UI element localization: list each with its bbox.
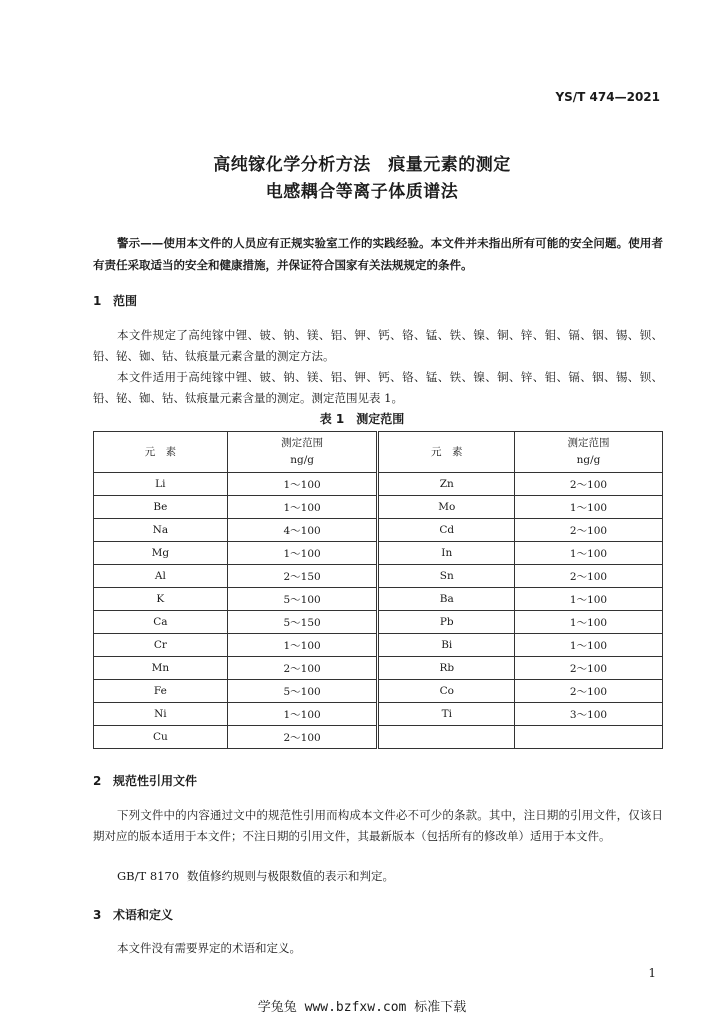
element-cell: Fe (94, 680, 228, 703)
element-cell: Zn (378, 473, 515, 496)
element-cell: Cu (94, 726, 228, 749)
element-cell: K (94, 588, 228, 611)
header-range-right (515, 432, 663, 473)
section-1-paragraph-2: 本文件适用于高纯镓中锂、铍、钠、镁、铝、钾、钙、铬、锰、铁、镍、铜、锌、钼、镉、铟、锡、钡、铅、铋、铷、钴、钛痕量元素含量的测定。测定范围见表 1。 (93, 370, 663, 405)
normative-reference (117, 868, 394, 884)
header-element-left: 元 素 (94, 432, 228, 473)
section-3-paragraph: 本文件没有需要界定的术语和定义。 (117, 941, 301, 955)
warning-notice: 警示——使用本文件的人员应有正规实验室工作的实践经验。本文件并未指出所有可能的安全问题。使用者有责任采取适当的安全和健康措施，并保证符合国家有关法规规定的条件。 (93, 236, 663, 272)
element-cell: Pb (378, 611, 515, 634)
element-cell: Mo (378, 496, 515, 519)
element-cell: Rb (378, 657, 515, 680)
section-title: 规范性引用文件 (113, 774, 198, 788)
element-cell: Al (94, 565, 228, 588)
section-1-heading (93, 292, 137, 309)
range-cell: 1～100 (515, 496, 663, 519)
table-row (94, 565, 663, 588)
range-cell: 2～100 (227, 726, 378, 749)
table-row (94, 703, 663, 726)
element-cell: Ba (378, 588, 515, 611)
footer-watermark: 学兔兔 www.bzfxw.com 标准下载 (257, 1000, 467, 1015)
section-number: 3 (93, 908, 102, 922)
range-cell (515, 726, 663, 749)
table-caption: 表 1 测定范围 (319, 412, 405, 426)
table-row (94, 726, 663, 749)
element-cell: Cd (378, 519, 515, 542)
section-2-paragraph: 下列文件中的内容通过文中的规范性引用而构成本文件必不可少的条款。其中，注日期的引用文件，仅该日期对应的版本适用于本文件；不注日期的引用文件，其最新版本（包括所有的修改单）适用于本文件。 (93, 808, 663, 843)
range-cell: 2～100 (515, 657, 663, 680)
element-cell: In (378, 542, 515, 565)
range-cell: 2～100 (515, 519, 663, 542)
range-cell: 1～100 (227, 496, 378, 519)
range-cell: 1～100 (227, 473, 378, 496)
section-title: 术语和定义 (113, 908, 174, 922)
element-cell: Co (378, 680, 515, 703)
range-cell: 2～100 (515, 680, 663, 703)
range-cell: 1～100 (515, 634, 663, 657)
element-cell: Bi (378, 634, 515, 657)
range-cell: 5～150 (227, 611, 378, 634)
table-header-row (94, 432, 663, 473)
range-cell: 1～100 (227, 634, 378, 657)
reference-code: GB/T 8170 (117, 869, 180, 883)
document-title-line2: 电感耦合等离子体质谱法 (265, 182, 459, 202)
header-unit-label: ng/g (576, 454, 601, 466)
header-element-right: 元 素 (378, 432, 515, 473)
range-cell: 2～100 (515, 473, 663, 496)
range-cell: 3～100 (515, 703, 663, 726)
element-cell: Cr (94, 634, 228, 657)
range-cell: 1～100 (515, 611, 663, 634)
table-row (94, 588, 663, 611)
element-cell: Sn (378, 565, 515, 588)
header-unit-label: ng/g (290, 454, 314, 466)
element-cell: Ti (378, 703, 515, 726)
section-2-heading (93, 772, 197, 789)
table-row (94, 611, 663, 634)
standard-number: YS/T 474—2021 (555, 90, 660, 104)
table-row (94, 680, 663, 703)
section-number: 1 (93, 294, 102, 308)
element-cell: Li (94, 473, 228, 496)
range-cell: 1～100 (227, 703, 378, 726)
document-title-line1: 高纯镓化学分析方法 痕量元素的测定 (213, 155, 511, 175)
table-row (94, 542, 663, 565)
range-cell: 2～100 (227, 657, 378, 680)
section-number: 2 (93, 774, 102, 788)
table-row (94, 519, 663, 542)
range-cell: 5～100 (227, 680, 378, 703)
table-row (94, 657, 663, 680)
table-row (94, 473, 663, 496)
header-range-label: 测定范围 (567, 437, 610, 449)
element-cell (378, 726, 515, 749)
section-1-paragraph-1: 本文件规定了高纯镓中锂、铍、钠、镁、铝、钾、钙、铬、锰、铁、镍、铜、锌、钼、镉、铟、锡、钡、铅、铋、铷、钴、钛痕量元素含量的测定方法。 (93, 328, 663, 363)
element-cell: Mn (94, 657, 228, 680)
measurement-range-table (93, 431, 663, 749)
range-cell: 1～100 (515, 588, 663, 611)
element-cell: Mg (94, 542, 228, 565)
range-cell: 2～100 (515, 565, 663, 588)
element-cell: Ni (94, 703, 228, 726)
element-cell: Ca (94, 611, 228, 634)
header-range-label: 测定范围 (281, 437, 324, 449)
section-title: 范围 (113, 294, 138, 308)
header-range-left (227, 432, 378, 473)
element-cell: Na (94, 519, 228, 542)
table-row (94, 496, 663, 519)
reference-title: 数值修约规则与极限数值的表示和判定。 (187, 869, 394, 883)
range-cell: 4～100 (227, 519, 378, 542)
table-row (94, 634, 663, 657)
section-3-heading (93, 906, 173, 923)
range-cell: 1～100 (515, 542, 663, 565)
element-cell: Be (94, 496, 228, 519)
page-number: 1 (648, 966, 656, 980)
range-cell: 2～150 (227, 565, 378, 588)
range-cell: 1～100 (227, 542, 378, 565)
range-cell: 5～100 (227, 588, 378, 611)
